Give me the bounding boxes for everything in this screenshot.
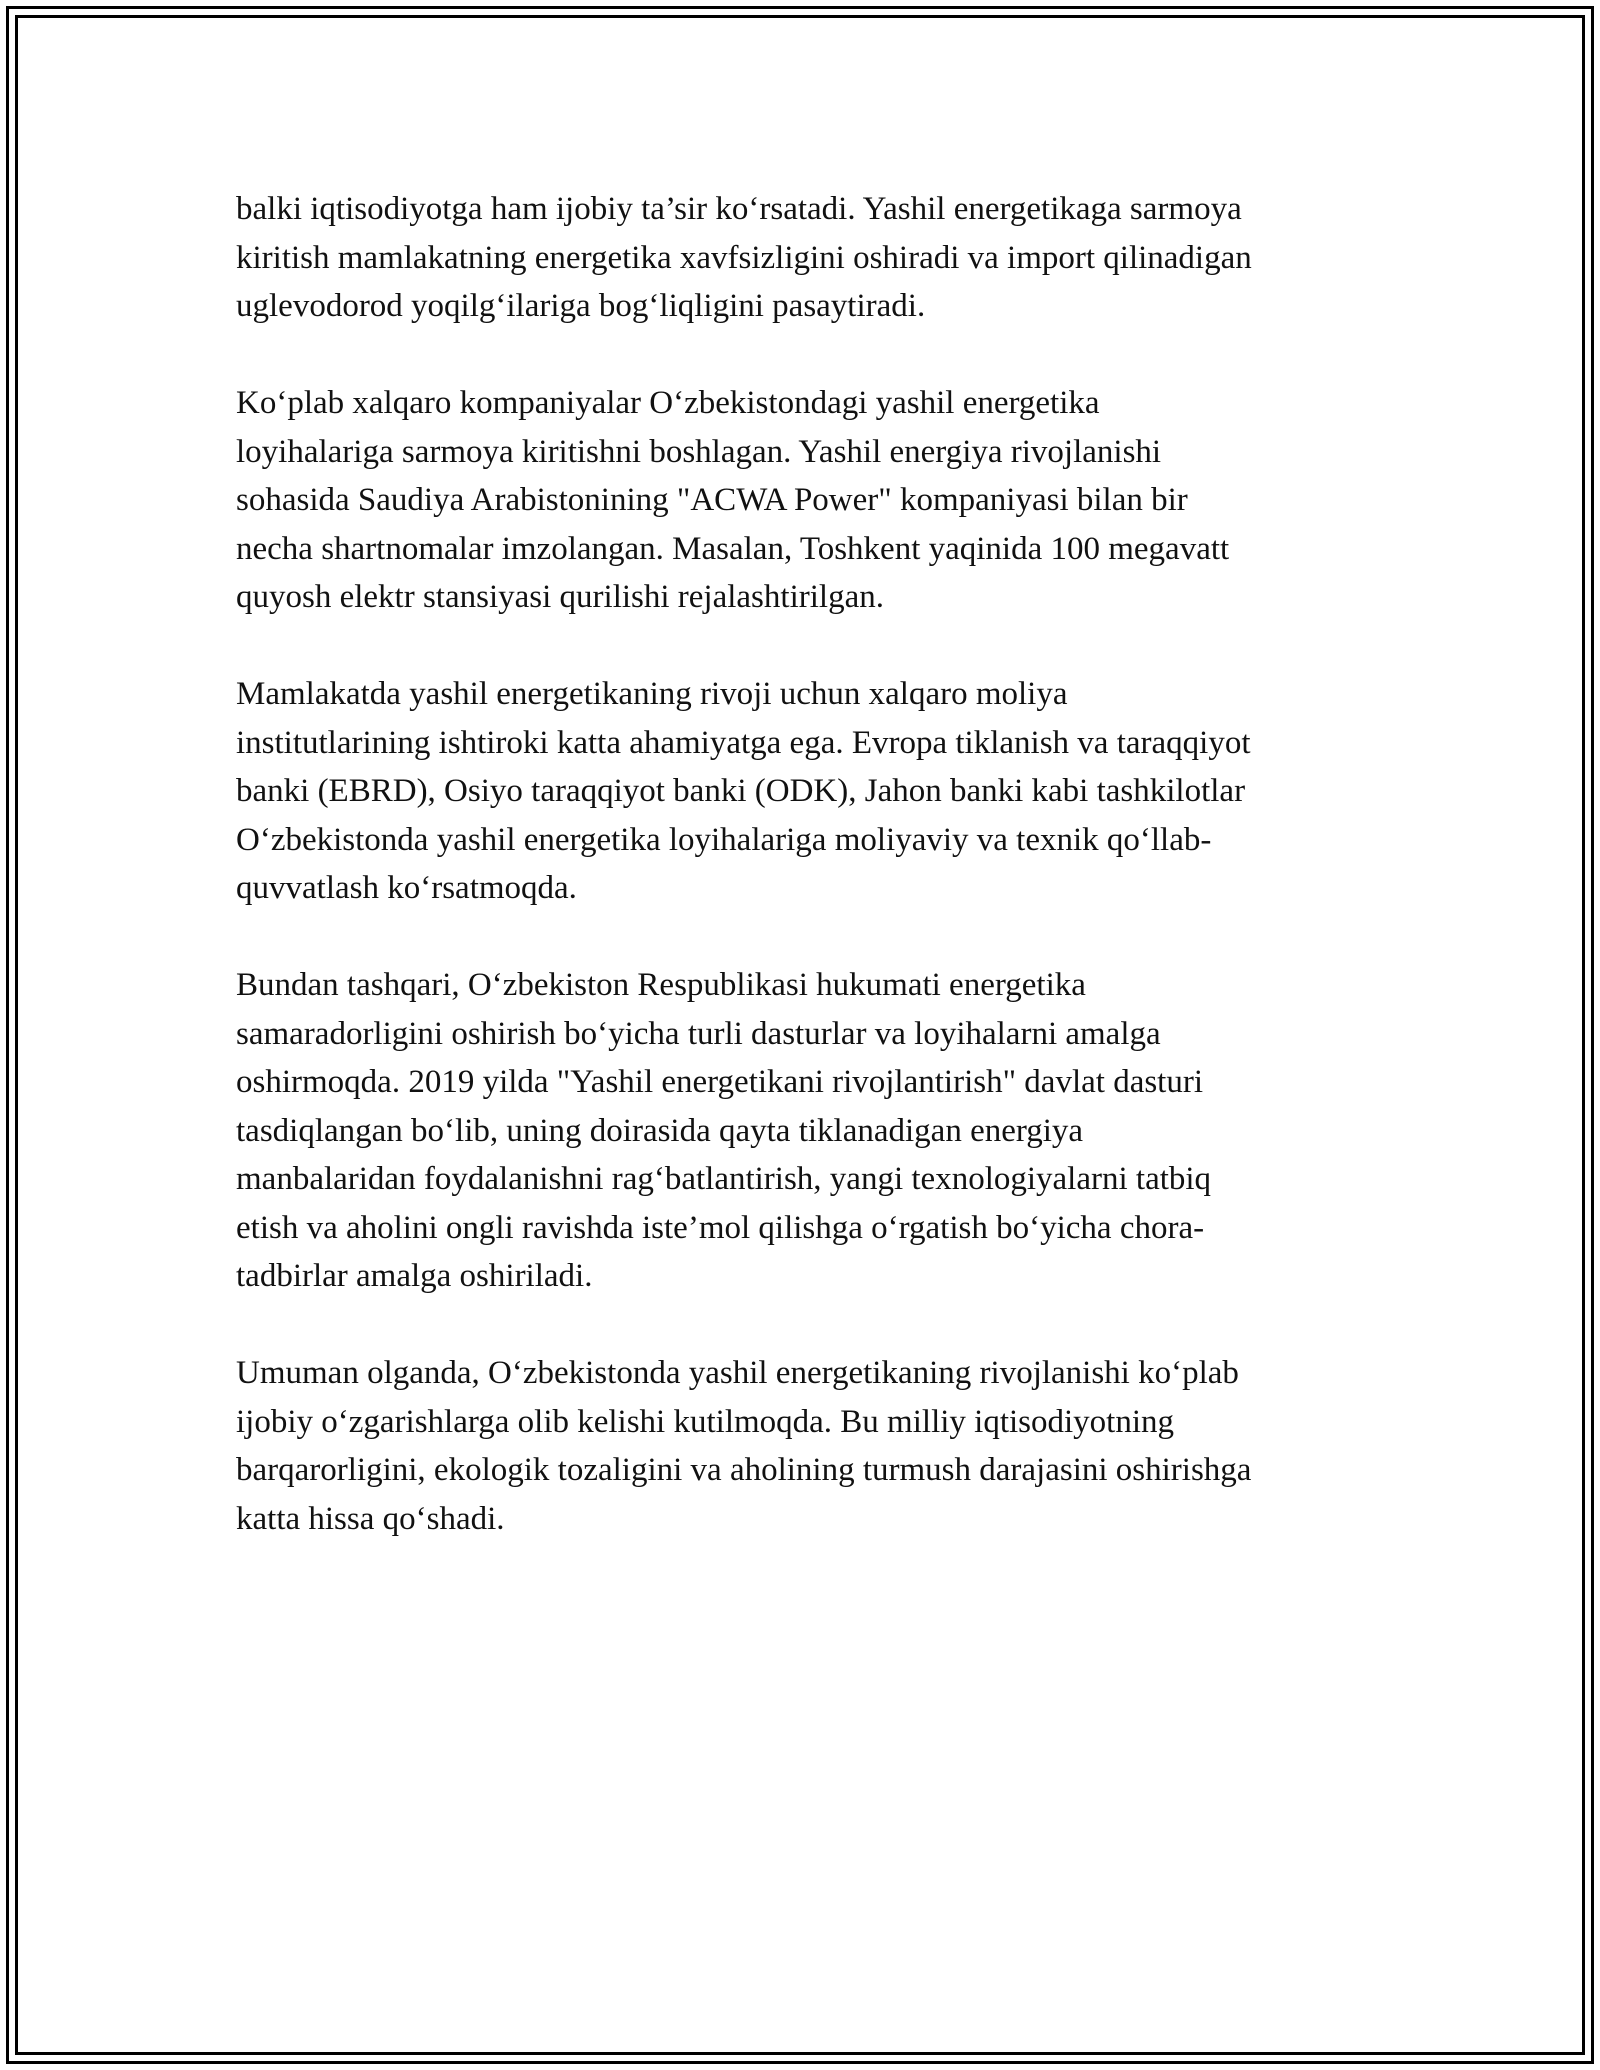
paragraph-5: Umuman olganda, O‘zbekistonda yashil energetikaning rivojlanishi ko‘plab ijobiy o‘zgarishlarga olib kelishi kutilmoqda. Bu milliy iqtisodiyotning barqarorligini, ekologik tozaligini va aholining turmush darajasini oshirishga katta hissa qo‘shadi. xyxy=(236,1355,1252,1537)
document-body xyxy=(236,185,1366,1592)
paragraph-3: Mamlakatda yashil energetikaning rivoji uchun xalqaro moliya institutlarining ishtiroki katta ahamiyatga ega. Evropa tiklanish va taraqqiyot banki (EBRD), Osiyo taraqqiyot banki (ODK), Jahon banki kabi tashkilotlar O‘zbekistonda yashil energetika loyihalariga moliyaviy va texnik qo‘llab- quvvatlash ko‘rsatmoqda. xyxy=(236,676,1251,906)
paragraph-2: Ko‘plab xalqaro kompaniyalar O‘zbekistondagi yashil energetika loyihalariga sarmoya kiritishni boshlagan. Yashil energiya rivojlanishi sohasida Saudiya Arabistonining "ACWA Power" kompaniyasi bilan bir necha shartnomalar imzolangan. Masalan, Toshkent yaqinida 100 megavatt quyosh elektr stansiyasi qurilishi rejalashtirilgan. xyxy=(236,385,1230,615)
paragraph-1: balki iqtisodiyotga ham ijobiy ta’sir ko‘rsatadi. Yashil energetikaga sarmoya kiritish mamlakatning energetika xavfsizligini oshiradi va import qilinadigan uglevodorod yoqilg‘ilariga bog‘liqligini pasaytiradi. xyxy=(236,191,1252,324)
paragraph-4: Bundan tashqari, O‘zbekiston Respublikasi hukumati energetika samaradorligini oshirish bo‘yicha turli dasturlar va loyihalarni amalga oshirmoqda. 2019 yilda "Yashil energetikani rivojlantirish" davlat dasturi tasdiqlangan bo‘lib, uning doirasida qayta tiklanadigan energiya manbalaridan foydalanishni rag‘batlantirish, yangi texnologiyalarni tatbiq etish va aholini ongli ravishda iste’mol qilishga o‘rgatish bo‘yicha chora- tadbirlar amalga oshiriladi. xyxy=(236,967,1212,1294)
